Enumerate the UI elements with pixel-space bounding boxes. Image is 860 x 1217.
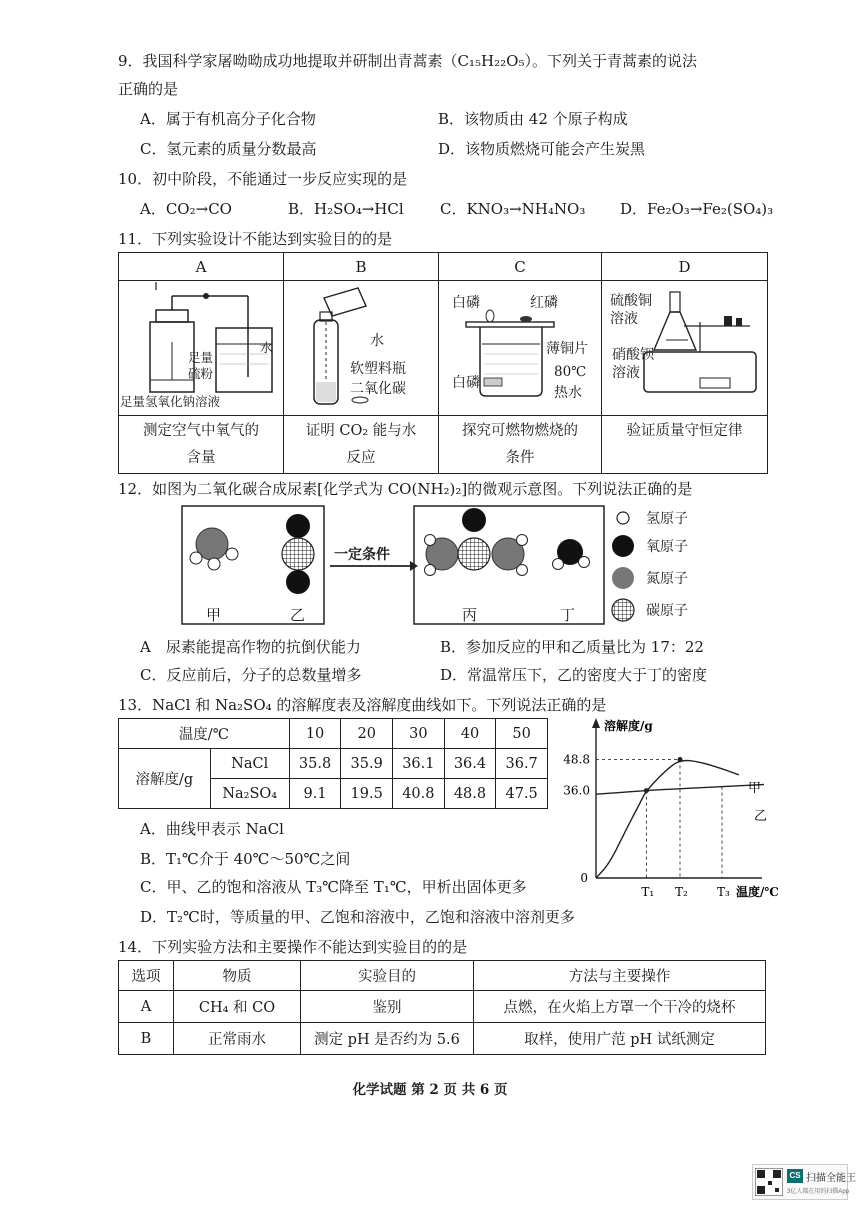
q12-label-ding: 丁 <box>560 606 576 624</box>
q13-option-d: D．T₂℃时，等质量的甲、乙饱和溶液中，乙饱和溶液中溶剂更多 <box>140 908 575 926</box>
q12-legend <box>610 506 730 626</box>
q13-temp-label: 温度/℃ <box>119 719 290 749</box>
q11-caption-b: 证明 CO₂ 能与水 反应 <box>284 416 439 474</box>
fig-a-label-sulfur2: 硫粉 <box>188 366 214 381</box>
q11-caption-d: 验证质量守恒定律 <box>602 416 768 474</box>
q14-row-b-option: B <box>119 1023 174 1055</box>
fig-b-label-water: 水 <box>370 333 384 349</box>
fig-b-label-bottle: 软塑料瓶 <box>350 361 406 377</box>
q13-option-c: C．甲、乙的饱和溶液从 T₃℃降至 T₁℃，甲析出固体更多 <box>140 878 527 896</box>
q13-option-a: A．曲线甲表示 NaCl <box>140 820 284 838</box>
q9-option-d: D．该物质燃烧可能会产生炭黑 <box>438 140 646 158</box>
legend-swatches <box>610 506 640 626</box>
q10-option-a: A．CO₂→CO <box>140 200 232 218</box>
fig-c-label-copper: 薄铜片 <box>546 341 588 357</box>
q12-stem: 12．如图为二氧化碳合成尿素[化学式为 CO(NH₂)₂]的微观示意图。下列说法正确的是 <box>118 480 693 498</box>
q13-na2so4-20: 19.5 <box>341 779 393 809</box>
q13-sol-label: 溶解度/g <box>119 749 211 809</box>
q10-stem: 10．初中阶段，不能通过一步反应实现的是 <box>118 170 408 188</box>
q14-header-option: 选项 <box>119 961 174 991</box>
x-tick-2: T₃ <box>717 885 730 899</box>
q11-caption-c: 探究可燃物燃烧的 条件 <box>439 416 602 474</box>
q11-header-a: A <box>119 253 284 281</box>
scanner-badge-title: 扫描全能王 <box>806 1173 856 1184</box>
legend-oxygen: 氧原子 <box>646 539 688 555</box>
fig-a-label-naoh: 足量氢氧化钠溶液 <box>120 394 221 409</box>
chart-ylabel: 溶解度/g <box>604 719 653 733</box>
q13-temp-5: 50 <box>496 719 548 749</box>
q10-option-c: C．KNO₃→NH₄NO₃ <box>440 200 586 218</box>
q12-label-yi: 乙 <box>290 606 306 624</box>
fig-d-label-cuso4-2: 溶液 <box>610 311 638 327</box>
q13-temp-3: 30 <box>393 719 445 749</box>
fig-c-label-hot-water: 热水 <box>554 385 582 401</box>
q9-option-a: A．属于有机高分子化合物 <box>140 110 316 128</box>
fig-c-label-red-p: 红磷 <box>530 295 558 311</box>
q13-temp-4: 40 <box>444 719 496 749</box>
q13-nacl-20: 35.9 <box>341 749 393 779</box>
q13-nacl-50: 36.7 <box>496 749 548 779</box>
fig-a-label-water: 水 <box>260 340 273 355</box>
q13-solubility-table <box>118 718 548 809</box>
q13-na2so4-40: 48.8 <box>444 779 496 809</box>
q10-option-b: B．H₂SO₄→HCl <box>288 200 404 218</box>
q13-nacl-40: 36.4 <box>444 749 496 779</box>
fig-d-label-cuso4-1: 硫酸铜 <box>610 293 652 309</box>
q11-caption-a: 测定空气中氧气的 含量 <box>119 416 284 474</box>
q12-label-jia: 甲 <box>206 606 222 624</box>
q12-label-bing: 丙 <box>462 606 478 624</box>
fig-b-label-co2: 二氧化碳 <box>350 381 406 397</box>
q14-row-a-substance: CH₄ 和 CO <box>174 991 301 1023</box>
q13-option-b: B．T₁℃介于 40℃～50℃之间 <box>140 850 351 868</box>
q14-header-purpose: 实验目的 <box>301 961 474 991</box>
q13-na2so4-50: 47.5 <box>496 779 548 809</box>
legend-carbon: 碳原子 <box>646 603 688 619</box>
key-point-1 <box>678 757 683 762</box>
fig-d-label-bano3-2: 溶液 <box>612 365 640 381</box>
q9-option-c: C．氢元素的质量分数最高 <box>140 140 317 158</box>
q9-stem-line1: 9．我国科学家屠呦呦成功地提取并研制出青蒿素（C₁₅H₂₂O₅）。下列关于青蒿素的说法 <box>118 52 697 70</box>
q13-nacl-30: 36.1 <box>393 749 445 779</box>
q14-header-substance: 物质 <box>174 961 301 991</box>
fig-c-label-temp: 80℃ <box>554 364 587 380</box>
q13-nacl-10: 35.8 <box>289 749 341 779</box>
series-label-yi: 乙 <box>754 809 768 824</box>
q11-stem: 11．下列实验设计不能达到实验目的的是 <box>118 230 393 248</box>
q14-stem: 14．下列实验方法和主要操作不能达到实验目的的是 <box>118 938 468 956</box>
q14-row-b-substance: 正常雨水 <box>174 1023 301 1055</box>
y-tick-0: 36.0 <box>563 783 590 798</box>
q12-condition-label: 一定条件 <box>334 547 390 563</box>
q9-stem-line2: 正确的是 <box>118 80 179 98</box>
y-axis-arrow <box>592 718 600 728</box>
legend-hydrogen: 氢原子 <box>646 511 688 527</box>
q14-row-b-purpose: 测定 pH 是否约为 5.6 <box>301 1023 474 1055</box>
fig-d-label-bano3-1: 硝酸钡 <box>612 347 654 363</box>
fig-a-label-sulfur: 足量 <box>188 350 214 365</box>
q11-header-b: B <box>284 253 439 281</box>
q13-row-na2so4-name: Na₂SO₄ <box>210 779 289 809</box>
series-label-jia: 甲 <box>748 781 762 796</box>
cs-logo-icon: CS <box>787 1169 803 1183</box>
q14-row-b-method: 取样，使用广范 pH 试纸测定 <box>474 1023 766 1055</box>
q10-option-d: D．Fe₂O₃→Fe₂(SO₄)₃ <box>620 200 774 218</box>
series-line-jia <box>596 760 739 878</box>
x-tick-1: T₂ <box>675 885 688 899</box>
q13-na2so4-30: 40.8 <box>393 779 445 809</box>
q13-temp-2: 20 <box>341 719 393 749</box>
q11-header-d: D <box>602 253 768 281</box>
q14-header-method: 方法与主要操作 <box>474 961 766 991</box>
y-tick-1: 48.8 <box>563 752 590 767</box>
q14-row-a-purpose: 鉴别 <box>301 991 474 1023</box>
q12-molecule-diagram <box>178 502 608 628</box>
q13-row-nacl-name: NaCl <box>210 749 289 779</box>
q14-table <box>118 960 766 1055</box>
q9-option-b: B．该物质由 42 个原子构成 <box>438 110 628 128</box>
q13-solubility-chart <box>556 712 780 904</box>
q12-option-c: C．反应前后，分子的总数量增多 <box>140 666 362 684</box>
q13-stem: 13．NaCl 和 Na₂SO₄ 的溶解度表及溶解度曲线如下。下列说法正确的是 <box>118 696 607 714</box>
x-tick-0: T₁ <box>641 885 655 899</box>
q12-option-d: D．常温常压下，乙的密度大于丁的密度 <box>440 666 708 684</box>
scanner-badge <box>752 1164 856 1200</box>
qr-code-icon <box>755 1168 783 1196</box>
q12-option-a: A 尿素能提高作物的抗倒伏能力 <box>140 638 361 656</box>
fig-c-label-white-p-2: 白磷 <box>452 375 480 391</box>
q11-header-c: C <box>439 253 602 281</box>
q13-temp-1: 10 <box>289 719 341 749</box>
page-footer: 化学试题 第 2 页 共 6 页 <box>352 1082 508 1098</box>
q14-row-a-method: 点燃，在火焰上方罩一个干冷的烧杯 <box>474 991 766 1023</box>
legend-nitrogen: 氮原子 <box>646 571 688 587</box>
chart-xlabel: 温度/℃ <box>736 885 779 899</box>
q13-na2so4-10: 9.1 <box>289 779 341 809</box>
q12-option-b: B．参加反应的甲和乙质量比为 17：22 <box>440 638 704 656</box>
q14-row-a-option: A <box>119 991 174 1023</box>
scanner-badge-subtitle: 3亿人都在用的扫描App <box>787 1189 850 1195</box>
chart-origin: 0 <box>580 871 588 885</box>
key-point-0 <box>644 788 649 793</box>
fig-c-label-white-p: 白磷 <box>452 295 480 311</box>
